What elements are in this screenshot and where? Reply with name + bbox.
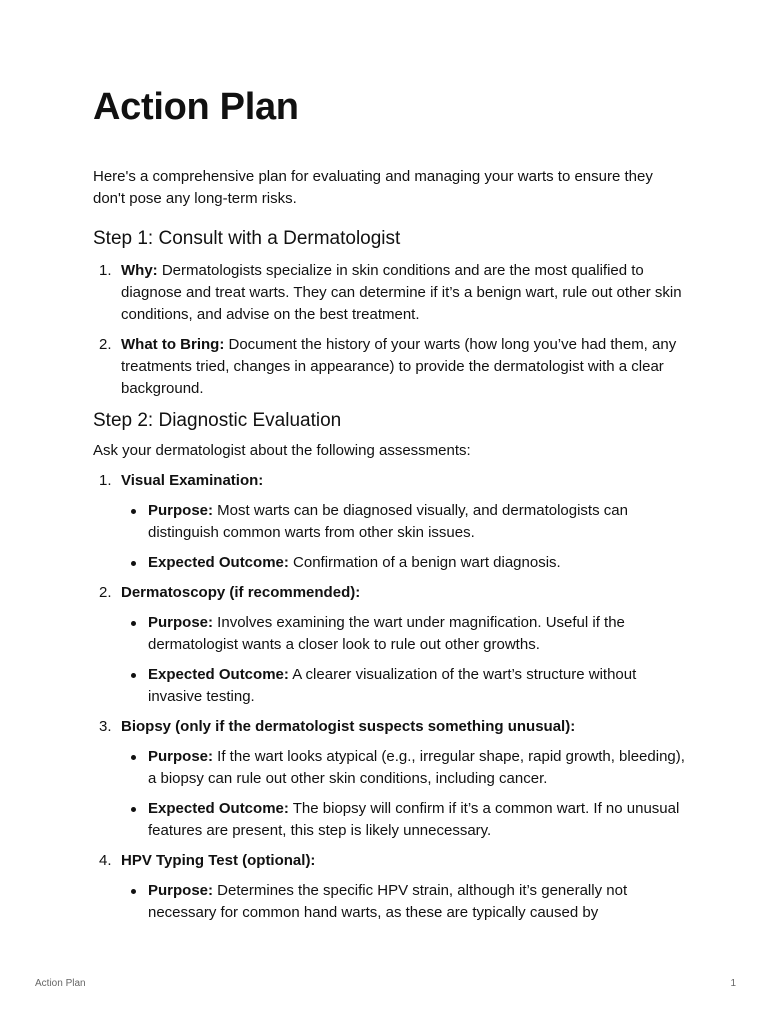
bullet-icon [131, 561, 136, 566]
bullet-label: Purpose: [148, 748, 214, 765]
bullet-text: The biopsy will confirm if it’s a common wart. If no unusual features are present, this step is likely unnecessary. [148, 800, 680, 839]
bullet-icon [131, 673, 136, 678]
bullet-label: Purpose: [148, 882, 214, 899]
bullet-list [121, 612, 688, 708]
assessment-item [93, 716, 688, 842]
bullet-label: Expected Outcome: [148, 800, 289, 817]
bullet-text: A clearer visualization of the wart’s structure without invasive testing. [148, 666, 637, 705]
page-title: Action Plan [93, 86, 299, 128]
item-label: Why: [121, 262, 158, 279]
step2-intro: Ask your dermatologist about the following assessments: [93, 442, 471, 459]
item-text: Document the history of your warts (how long you’ve had them, any treatments tried, changes in appearance) to provide the dermatologist with a clear background. [121, 336, 677, 397]
bullet-label: Expected Outcome: [148, 554, 289, 571]
bullet-text: Determines the specific HPV strain, although it’s generally not necessary for common hand warts, as these are typically caused by [148, 882, 628, 921]
assessment-title: Dermatoscopy (if recommended): [121, 584, 361, 601]
footer-title: Action Plan [35, 978, 86, 989]
step2-list [93, 470, 688, 924]
bullet-text: Most warts can be diagnosed visually, and dermatologists can distinguish common warts from other skin issues. [148, 502, 628, 541]
bullet-label: Expected Outcome: [148, 666, 289, 683]
assessment-item [93, 582, 688, 708]
bullet-icon [131, 807, 136, 812]
item-text: Dermatologists specialize in skin conditions and are the most qualified to diagnose and treat warts. They can determine if it’s a benign wart, rule out other skin conditions, and advise on the best treatment. [121, 262, 682, 323]
intro-paragraph: Here's a comprehensive plan for evaluating and managing your warts to ensure they don't pose any long-term risks. [93, 168, 653, 207]
step1-item [93, 260, 688, 326]
assessment-title: HPV Typing Test (optional): [121, 852, 316, 869]
bullet-list [121, 500, 688, 574]
bullet-text: Involves examining the wart under magnification. Useful if the dermatologist wants a closer look to rule out other growths. [148, 614, 625, 653]
list-number: 1. [99, 472, 112, 489]
bullet-list [121, 746, 688, 842]
bullet-item [121, 746, 688, 790]
bullet-item [121, 500, 688, 544]
document-content [93, 82, 688, 932]
list-number: 2. [99, 336, 112, 353]
assessment-title: Visual Examination: [121, 472, 264, 489]
bullet-item [121, 612, 688, 656]
step1-list [93, 260, 688, 400]
item-label: What to Bring: [121, 336, 225, 353]
assessment-item [93, 850, 688, 924]
bullet-item [121, 664, 688, 708]
page-number: 1 [730, 978, 736, 989]
step1-heading: Step 1: Consult with a Dermatologist [93, 228, 401, 249]
list-number: 4. [99, 852, 112, 869]
step2-heading: Step 2: Diagnostic Evaluation [93, 410, 342, 431]
step1-item [93, 334, 688, 400]
bullet-item [121, 798, 688, 842]
list-number: 1. [99, 262, 112, 279]
bullet-item [121, 552, 688, 574]
bullet-label: Purpose: [148, 502, 214, 519]
bullet-icon [131, 755, 136, 760]
list-number: 2. [99, 584, 112, 601]
assessment-item [93, 470, 688, 574]
bullet-text: If the wart looks atypical (e.g., irregular shape, rapid growth, bleeding), a biopsy can rule out other skin conditions, including cancer. [148, 748, 685, 787]
bullet-icon [131, 889, 136, 894]
list-number: 3. [99, 718, 112, 735]
assessment-title: Biopsy (only if the dermatologist suspects something unusual): [121, 718, 576, 735]
bullet-item [121, 880, 688, 924]
bullet-icon [131, 509, 136, 514]
bullet-label: Purpose: [148, 614, 214, 631]
bullet-list [121, 880, 688, 924]
bullet-icon [131, 621, 136, 626]
bullet-text: Confirmation of a benign wart diagnosis. [288, 554, 561, 571]
